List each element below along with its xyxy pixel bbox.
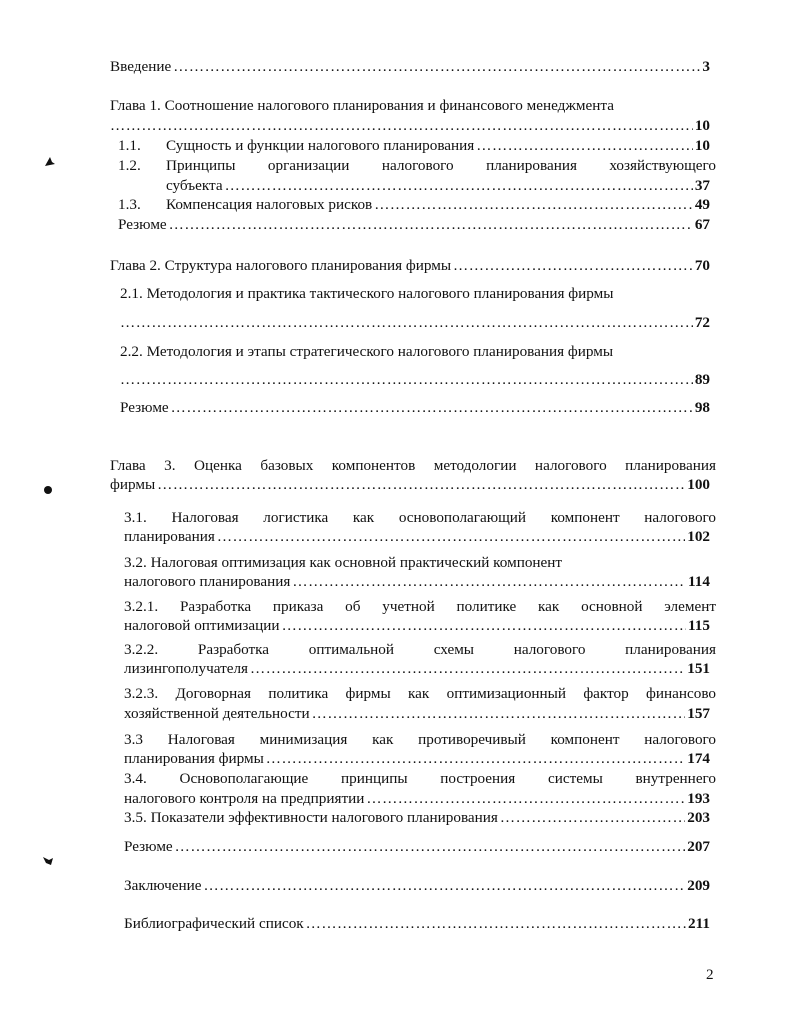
toc-leader (312, 704, 686, 723)
toc-leader (217, 527, 685, 546)
toc-page: 115 (688, 617, 710, 634)
toc-page: 102 (687, 528, 710, 545)
toc-entry-3-2-line1[interactable]: 3.2. Налоговая оптимизация как основной практический компонент (124, 554, 563, 571)
chapter-3-title-line1[interactable]: Глава 3. Оценка базовых компонентов методологии налогового планирования (110, 457, 716, 474)
toc-entry-ch3-resume[interactable] (124, 837, 710, 857)
toc-page: 157 (687, 705, 710, 722)
section-number: 1.3. (118, 196, 141, 213)
toc-leader (157, 475, 685, 494)
toc-leader (169, 215, 693, 234)
toc-entry-2-2-label[interactable]: 2.2. Методология и этапы стратегического налогового планирования фирмы (120, 343, 614, 360)
section-number: 1.2. (118, 157, 141, 174)
toc-entry-3-2[interactable] (124, 572, 710, 592)
toc-label: налогового контроля на предприятии (124, 790, 365, 807)
page-number: 2 (706, 966, 714, 983)
toc-page: 89 (694, 371, 710, 388)
toc-label: хозяйственной деятельности (124, 705, 310, 722)
section-number: 1.1. (118, 137, 141, 154)
toc-page: 3 (702, 58, 710, 75)
toc-page: 151 (687, 660, 710, 677)
toc-leader (292, 572, 686, 591)
toc-entry-3-2-2[interactable] (124, 659, 710, 679)
toc-label: Резюме (118, 216, 167, 233)
toc-entry-3-2-1[interactable] (124, 616, 710, 636)
toc-entry-3-5[interactable] (124, 808, 710, 828)
toc-entry-3-2-1-line1[interactable]: 3.2.1. Разработка приказа об учетной политике как основной элемент (124, 598, 716, 615)
toc-label: планирования фирмы (124, 750, 264, 767)
toc-page: 98 (694, 399, 710, 416)
toc-entry-1-1[interactable] (166, 136, 710, 156)
toc-leader (282, 616, 686, 635)
chapter-1-title[interactable]: Глава 1. Соотношение налогового планирования и финансового менеджмента (110, 97, 614, 114)
toc-entry-bibliography[interactable] (124, 914, 710, 934)
toc-entry-3-2-3[interactable] (124, 704, 710, 724)
toc-entry-2-1[interactable] (120, 313, 710, 333)
toc-page: 209 (687, 877, 710, 894)
toc-page: 10 (694, 117, 710, 134)
scan-mark-icon (42, 855, 54, 867)
toc-entry-3-4-line1[interactable]: 3.4. Основополагающие принципы построения системы внутреннего (124, 770, 716, 787)
toc-page: 49 (694, 196, 710, 213)
toc-label: Резюме (120, 399, 169, 416)
toc-entry-2-2[interactable] (120, 370, 710, 390)
toc-label: 3.5. Показатели эффективности налогового планирования (124, 809, 498, 826)
toc-label: Сущность и функции налогового планирования (166, 137, 475, 154)
toc-leader (175, 837, 686, 856)
toc-leader (374, 195, 693, 214)
toc-entry-chapter-3[interactable] (110, 475, 710, 495)
toc-label: налогового планирования (124, 573, 291, 590)
toc-entry-1-2[interactable] (166, 176, 710, 196)
toc-label: налоговой оптимизации (124, 617, 280, 634)
toc-label: Компенсация налоговых рисков (166, 196, 373, 213)
toc-entry-3-2-2-line1[interactable]: 3.2.2. Разработка оптимальной схемы налогового планирования (124, 641, 716, 658)
toc-label: Заключение (124, 877, 202, 894)
toc-label: Резюме (124, 838, 173, 855)
toc-page: 211 (688, 915, 710, 932)
toc-label: планирования (124, 528, 215, 545)
toc-entry-2-1-label[interactable]: 2.1. Методология и практика тактического налогового планирования фирмы (120, 285, 614, 302)
toc-page: 207 (687, 838, 710, 855)
toc-page: 193 (687, 790, 710, 807)
toc-label: лизингополучателя (124, 660, 249, 677)
toc-leader (171, 398, 693, 417)
scan-dot-icon (43, 485, 53, 495)
toc-page: 174 (687, 750, 710, 767)
toc-entry-3-4[interactable] (124, 789, 710, 809)
toc-leader (173, 57, 700, 76)
toc-entry-3-1[interactable] (124, 527, 710, 547)
toc-leader (120, 370, 693, 389)
toc-entry-intro[interactable] (110, 57, 710, 77)
toc-leader (225, 176, 693, 195)
toc-leader (110, 116, 693, 135)
toc-label: Введение (110, 58, 172, 75)
toc-leader (203, 876, 685, 895)
toc-page: 72 (694, 314, 710, 331)
toc-leader (266, 749, 685, 768)
toc-entry-3-2-3-line1[interactable]: 3.2.3. Договорная политика фирмы как оптимизационный фактор финансово (124, 685, 716, 702)
toc-page: 10 (694, 137, 710, 154)
toc-leader (250, 659, 685, 678)
scan-mark-icon (44, 156, 56, 168)
toc-entry-1-3[interactable] (166, 195, 710, 215)
toc-leader (306, 914, 686, 933)
toc-leader (366, 789, 685, 808)
toc-label: субъекта (166, 177, 223, 194)
toc-page: 37 (694, 177, 710, 194)
toc-entry-3-3[interactable] (124, 749, 710, 769)
toc-entry-ch1-page[interactable] (110, 116, 710, 136)
toc-entry-ch2-resume[interactable] (120, 398, 710, 418)
toc-entry-conclusion[interactable] (124, 876, 710, 896)
toc-label: Библиографический список (124, 915, 304, 932)
chapter-2-title: Глава 2. Структура налогового планирования фирмы (110, 257, 452, 274)
toc-leader (500, 808, 685, 827)
toc-leader (120, 313, 693, 332)
toc-page: 114 (688, 573, 710, 590)
toc-page: 67 (694, 216, 710, 233)
toc-page: 100 (687, 476, 710, 493)
toc-leader (453, 256, 693, 275)
toc-entry-1-2-line1[interactable]: Принципы организации налогового планирования хозяйствующего (166, 157, 716, 174)
toc-page: 203 (687, 809, 710, 826)
toc-entry-3-3-line1[interactable]: 3.3 Налоговая минимизация как противоречивый компонент налогового (124, 731, 716, 748)
chapter-3-title-line2: фирмы (110, 476, 156, 493)
toc-entry-ch1-resume[interactable] (118, 215, 710, 235)
toc-entry-chapter-2[interactable] (110, 256, 710, 276)
toc-entry-3-1-line1[interactable]: 3.1. Налоговая логистика как основополагающий компонент налогового (124, 509, 716, 526)
toc-page: 70 (694, 257, 710, 274)
toc-leader (476, 136, 693, 155)
